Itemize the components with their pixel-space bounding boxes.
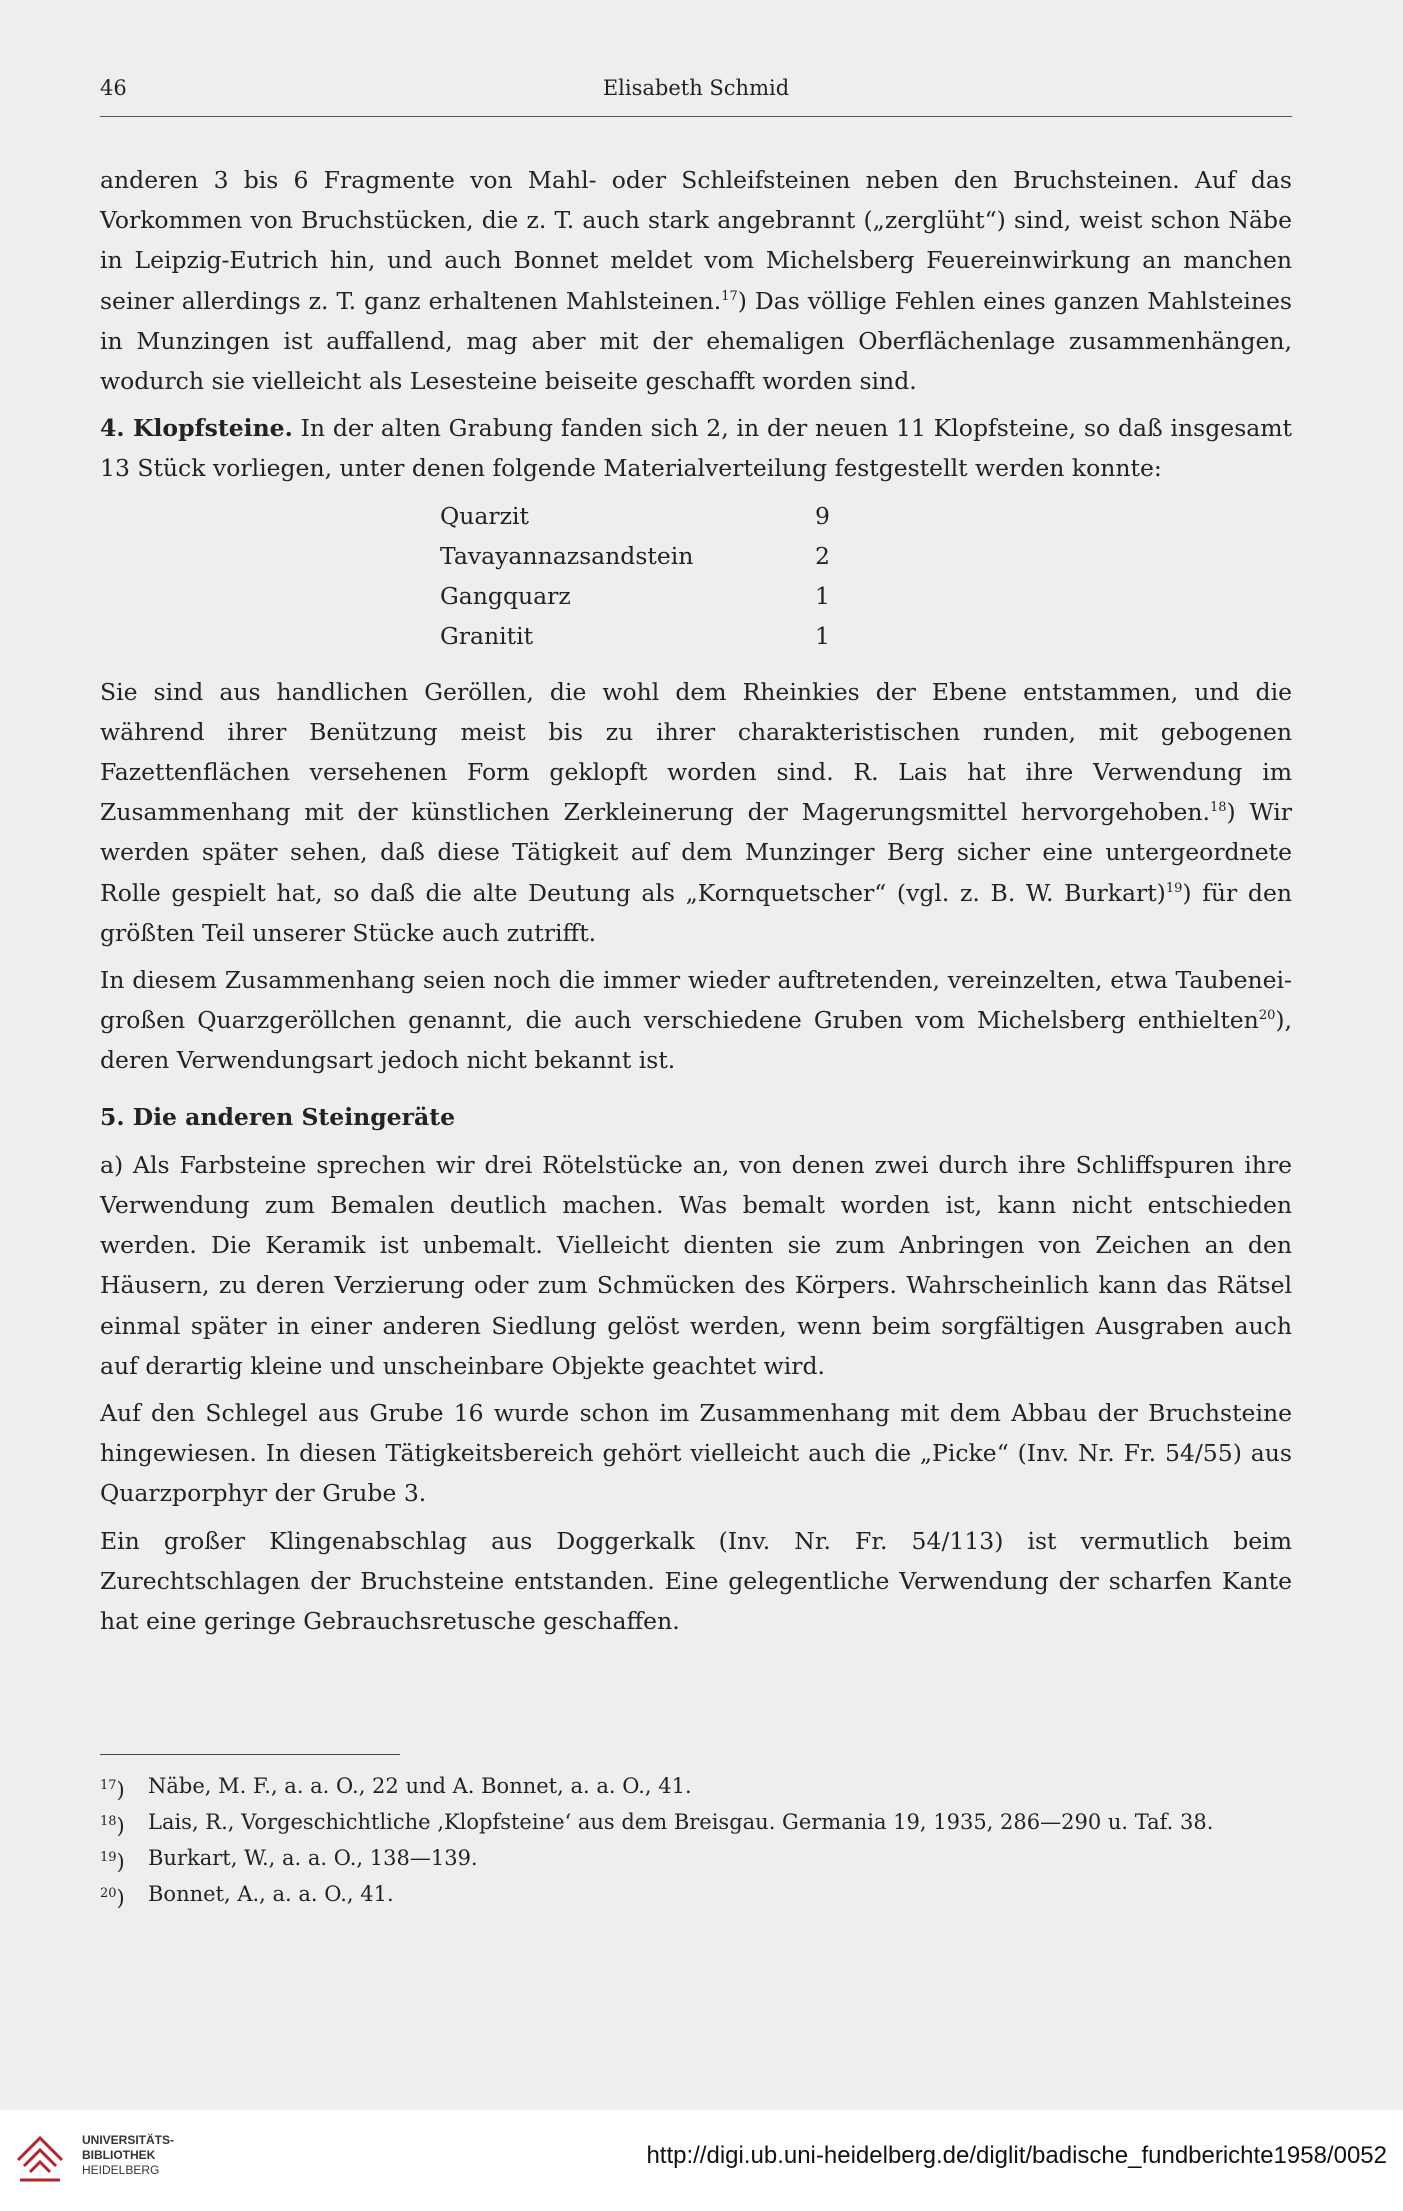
- footnote: [100, 1806, 1292, 1842]
- section-heading: 5. Die anderen Steingeräte: [100, 1102, 456, 1131]
- table-row: [440, 576, 830, 616]
- library-name-line: HEIDELBERG: [82, 2163, 160, 2177]
- footnote-ref: 19: [1165, 880, 1183, 896]
- text-run: anderen 3 bis 6 Fragmente von Mahl- oder Schleifsteinen neben den Bruchsteinen. Auf das Vorkommen von Bruchstücken, die z. T. auch stark angebrannt („zerglüht“) sind, weist schon Näbe in Leipzig-Eutrich hin, und auch Bonnet meldet vom Michelsberg Feuereinwirkung an manchen seiner allerdings z. T. ganz erhaltenen Mahlsteinen.: [100, 166, 1292, 315]
- footnote: [100, 1842, 1292, 1878]
- footnote-number: 18: [100, 1814, 117, 1829]
- material-table: [440, 496, 830, 656]
- footer-bar: [0, 2110, 1403, 2211]
- section-heading: 4. Klopfsteine.: [100, 414, 293, 443]
- paragraph: [100, 408, 1292, 488]
- paragraph: Auf den Schlegel aus Grube 16 wurde schon im Zusammenhang mit dem Abbau der Bruchsteine hingewiesen. In diesen Tätigkeitsbereich gehört vielleicht auch die „Picke“ (Inv. Nr. Fr. 54/55) aus Quarzporphyr der Grube 3.: [100, 1399, 1292, 1508]
- footnote-marker: $^{18}$): [100, 1814, 125, 1838]
- material-count: 9: [815, 501, 830, 530]
- material-name: Quarzit: [440, 501, 529, 530]
- text-run: Sie sind aus handlichen Geröllen, die wohl dem Rheinkies der Ebene entstammen, und die während ihrer Benützung meist bis zu ihrer charakteristischen runden, mit gebogenen Fazettenflächen versehenen Form geklopft worden sind. R. Lais hat ihre Verwendung im Zusammenhang mit der künstlichen Zerkleinerung der Magerungsmittel hervorgehoben.: [100, 677, 1292, 827]
- material-count: 2: [815, 541, 830, 570]
- footnote-marker: $^{20}$): [100, 1886, 125, 1910]
- footnote: [100, 1770, 1292, 1806]
- text-run: In diesem Zusammenhang seien noch die immer wieder auftretenden, vereinzelten, etwa Taubenei-großen Quarzgeröllchen genannt, die auch verschiedene Gruben vom Michelsberg enthielten: [100, 966, 1292, 1035]
- table-row: [440, 536, 830, 576]
- footnote-text: Lais, R., Vorgeschichtliche ‚Klopfsteine‘ aus dem Breisgau. Germania 19, 1935, 286—290 u. Taf. 38.: [148, 1810, 1214, 1834]
- text-run: In der alten Grabung fanden sich 2, in der neuen 11 Klopfsteine, so daß insgesamt 13 Stück vorliegen, unter denen folgende Materialverteilung festgestellt werden konnte:: [100, 414, 1292, 483]
- footnote-text: Bonnet, A., a. a. O., 41.: [148, 1882, 394, 1906]
- material-name: Granitit: [440, 621, 534, 650]
- footnote: [100, 1878, 1292, 1914]
- paragraph: [100, 160, 1292, 401]
- table-row: [440, 496, 830, 536]
- footnote-ref: 17: [721, 288, 738, 304]
- text-run: ) Das völlige Fehlen eines ganzen Mahlsteines in Munzingen ist auffallend, mag aber mit der ehemaligen Oberflächenlage zusammenhängen, wodurch sie vielleicht als Lesesteine beiseite geschafft worden sind.: [100, 286, 1292, 396]
- library-name-line: UNIVERSITÄTS-: [82, 2133, 175, 2147]
- material-name: Gangquarz: [440, 581, 571, 610]
- footnote-ref: 18: [1209, 800, 1227, 816]
- footnote-marker: $^{17}$): [100, 1778, 125, 1802]
- footnotes: [100, 1770, 1292, 1914]
- paragraph: Ein großer Klingenabschlag aus Doggerkalk (Inv. Nr. Fr. 54/113) ist vermutlich beim Zurechtschlagen der Bruchsteine entstanden. Eine gelegentliche Verwendung der scharfen Kante hat eine geringe Gebrauchsretusche geschaffen.: [100, 1526, 1292, 1636]
- source-url-link[interactable]: http://digi.ub.uni-heidelberg.de/diglit/badische_fundberichte1958/0052: [646, 2142, 1387, 2169]
- footnote-ref: 20: [1258, 1008, 1276, 1024]
- header-rule: [100, 116, 1292, 117]
- running-header: [100, 72, 1292, 106]
- main-text: [100, 160, 1292, 1648]
- footnote-number: 19: [100, 1850, 117, 1865]
- library-name-line: BIBLIOTHEK: [82, 2148, 156, 2162]
- footnote-number: 20: [100, 1886, 117, 1901]
- material-count: 1: [815, 621, 830, 650]
- material-name: Tavayannazsandstein: [440, 541, 694, 570]
- text-run: ) für den größten Teil unserer Stücke auch zutrifft.: [100, 878, 1293, 947]
- paragraph: a) Als Farbsteine sprechen wir drei Rötelstücke an, von denen zwei durch ihre Schliffspuren ihre Verwendung zum Bemalen deutlich machen. Was bemalt worden ist, kann nicht entschieden werden. Die Keramik ist unbemalt. Vielleicht dienten sie zum Anbringen von Zeichen an den Häusern, zu deren Verzierung oder zum Schmücken des Körpers. Wahrscheinlich kann das Rätsel einmal später in einer anderen Siedlung gelöst werden, wenn beim sorgfältigen Ausgraben auch auf derartig kleine und unscheinbare Objekte geachtet wird.: [100, 1150, 1292, 1380]
- text-run: ) Wir werden später sehen, daß diese Tätigkeit auf dem Munzinger Berg sicher eine untergeordnete Rolle gespielt hat, so daß die alte Deutung als „Kornquetscher“ (vgl. z. B. W. Burkart): [100, 798, 1293, 907]
- table-row: [440, 616, 830, 656]
- page-number: 46: [100, 76, 127, 100]
- footnote-rule: [100, 1754, 400, 1755]
- footnote-text: Burkart, W., a. a. O., 138—139.: [148, 1846, 478, 1870]
- footnote-number: 17: [100, 1778, 117, 1793]
- footnote-text: Näbe, M. F., a. a. O., 22 und A. Bonnet, a. a. O., 41.: [148, 1774, 692, 1798]
- paragraph: [100, 672, 1292, 953]
- footnote-marker: $^{19}$): [100, 1850, 125, 1874]
- paragraph: [100, 960, 1292, 1081]
- running-head-author: Elisabeth Schmid: [602, 76, 790, 100]
- text-run: ), deren Verwendungsart jedoch nicht bekannt ist.: [100, 1006, 1292, 1075]
- material-count: 1: [815, 581, 830, 610]
